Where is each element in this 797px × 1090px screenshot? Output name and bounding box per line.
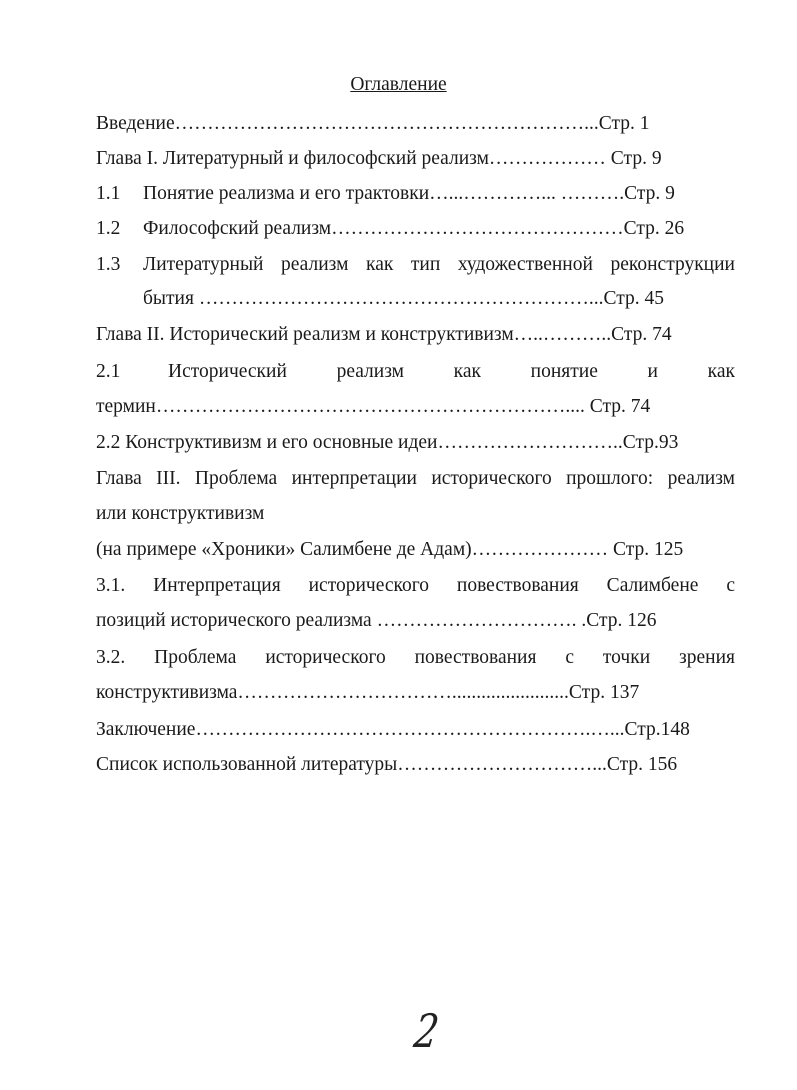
toc-section-1-3-number: 1.3 — [96, 254, 121, 275]
toc-chapter-2: Глава II. Исторический реализм и конструктивизм…..………..Стр. 74 — [96, 324, 672, 345]
toc-chapter-3-line-1: Глава III. Проблема интерпретации исторического прошлого: реализм — [96, 468, 735, 489]
toc-section-1-3-line-2: бытия ……………………………………………………...Стр. 45 — [143, 288, 664, 309]
toc-conclusion: Заключение…………………………………………………….…...Стр.148 — [96, 719, 690, 740]
toc-chapter-3-line-2: или конструктивизм — [96, 503, 265, 524]
toc-intro: Введение………………………………………………………...Стр. 1 — [96, 113, 650, 134]
toc-section-1-2-number: 1.2 — [96, 218, 121, 239]
toc-section-1-2: Философский реализм………………………………………Стр. 26 — [143, 218, 685, 239]
toc-section-1-3-line-1: Литературный реализм как тип художественной реконструкции — [143, 254, 735, 275]
toc-section-1-1-number: 1.1 — [96, 183, 121, 204]
toc-section-3-1-line-2: позиций исторического реализма …………………………. .Стр. 126 — [96, 610, 657, 631]
page-title: Оглавление — [350, 74, 447, 95]
toc-section-2-2: 2.2 Конструктивизм и его основные идеи………………………..Стр.93 — [96, 432, 679, 453]
toc-section-1-1: Понятие реализма и его трактовки…...…………... ……….Стр. 9 — [143, 183, 675, 204]
toc-section-2-1-line-1: Исторический реализм как понятие и как — [168, 361, 735, 382]
toc-section-3-2-line-1: 3.2. Проблема исторического повествования с точки зрения — [96, 647, 735, 668]
toc-section-3-1-line-1: 3.1. Интерпретация исторического повествования Салимбене с — [96, 575, 735, 596]
toc-section-2-1-line-2: термин……………………………………………………….... Стр. 74 — [96, 396, 651, 417]
toc-chapter-1: Глава I. Литературный и философский реализм……………… Стр. 9 — [96, 148, 662, 169]
toc-bibliography: Список использованной литературы…………………………...Стр. 156 — [96, 754, 678, 775]
toc-section-3-2-line-2: конструктивизма……………………………........................Стр. 137 — [96, 682, 640, 703]
toc-section-2-1-number: 2.1 — [96, 361, 121, 382]
handwritten-page-number: 2 — [411, 1004, 443, 1058]
toc-chapter-3-line-3: (на примере «Хроники» Салимбене де Адам)………………… Стр. 125 — [96, 539, 684, 560]
